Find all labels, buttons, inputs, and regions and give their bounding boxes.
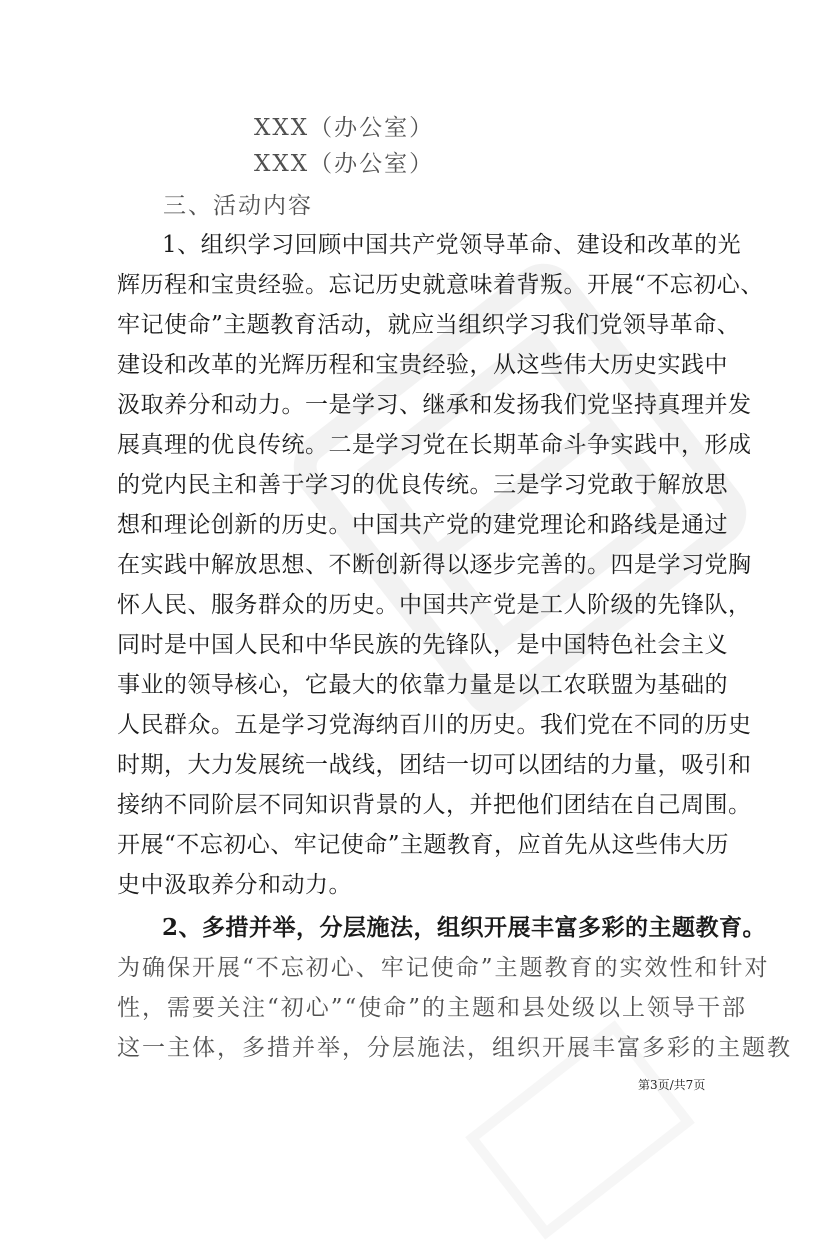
paragraph2-line: 为确保开展“不忘初心、牢记使命”主题教育的实效性和针对 xyxy=(117,955,770,981)
paragraph1-line: 开展“不忘初心、牢记使命”主题教育，应首先从这些伟大历 xyxy=(117,832,730,858)
paragraph1-line: 建设和改革的光辉历程和宝贵经验，从这些伟大历史实践中 xyxy=(117,352,728,378)
paragraph1-line: 事业的领导核心，它最大的依靠力量是以工农联盟为基础的 xyxy=(117,672,728,698)
paragraph1-line: 接纳不同阶层不同知识背景的人，并把他们团结在自己周围。 xyxy=(117,792,752,818)
paragraph2-heading: 2、多措并举，分层施法，组织开展丰富多彩的主题教育。 xyxy=(162,914,767,941)
office-list-item-2: XXX（办公室） xyxy=(254,151,435,177)
paragraph1-line: 史中汲取养分和动力。 xyxy=(117,872,352,898)
paragraph1-line: 牢记使命”主题教育活动，就应当组织学习我们党领导革命、 xyxy=(117,312,741,338)
paragraph1-line: 1、组织学习回顾中国共产党领导革命、建设和改革的光 xyxy=(162,232,742,258)
paragraph2-line: 这一主体，多措并举，分层施法，组织开展丰富多彩的主题教 xyxy=(117,1035,792,1061)
paragraph1-line: 汲取养分和动力。一是学习、继承和发扬我们党坚持真理并发 xyxy=(117,392,752,418)
paragraph1-line: 展真理的优良传统。二是学习党在长期革命斗争实践中，形成 xyxy=(117,432,752,458)
office-list-item-1: XXX（办公室） xyxy=(254,115,435,141)
paragraph1-line: 在实践中解放思想、不断创新得以逐步完善的。四是学习党胸 xyxy=(117,552,752,578)
paragraph1-line: 辉历程和宝贵经验。忘记历史就意味着背叛。开展“不忘初心、 xyxy=(117,272,764,298)
paragraph1-line: 人民群众。五是学习党海纳百川的历史。我们党在不同的历史 xyxy=(117,712,752,738)
paragraph1-line: 的党内民主和善于学习的优良传统。三是学习党敢于解放思 xyxy=(117,472,728,498)
page-number-footer: 第3页/共7页 xyxy=(638,1078,706,1092)
paragraph1-line: 想和理论创新的历史。中国共产党的建党理论和路线是通过 xyxy=(117,512,728,538)
paragraph1-line: 怀人民、服务群众的历史。中国共产党是工人阶级的先锋队， xyxy=(117,592,752,618)
paragraph2-line: 性，需要关注“初心”“使命”的主题和县处级以上领导干部 xyxy=(117,995,748,1021)
paragraph1-line: 同时是中国人民和中华民族的先锋队，是中国特色社会主义 xyxy=(117,632,728,658)
paragraph1-line: 时期，大力发展统一战线，团结一切可以团结的力量，吸引和 xyxy=(117,752,752,778)
section-heading: 三、活动内容 xyxy=(163,193,313,219)
